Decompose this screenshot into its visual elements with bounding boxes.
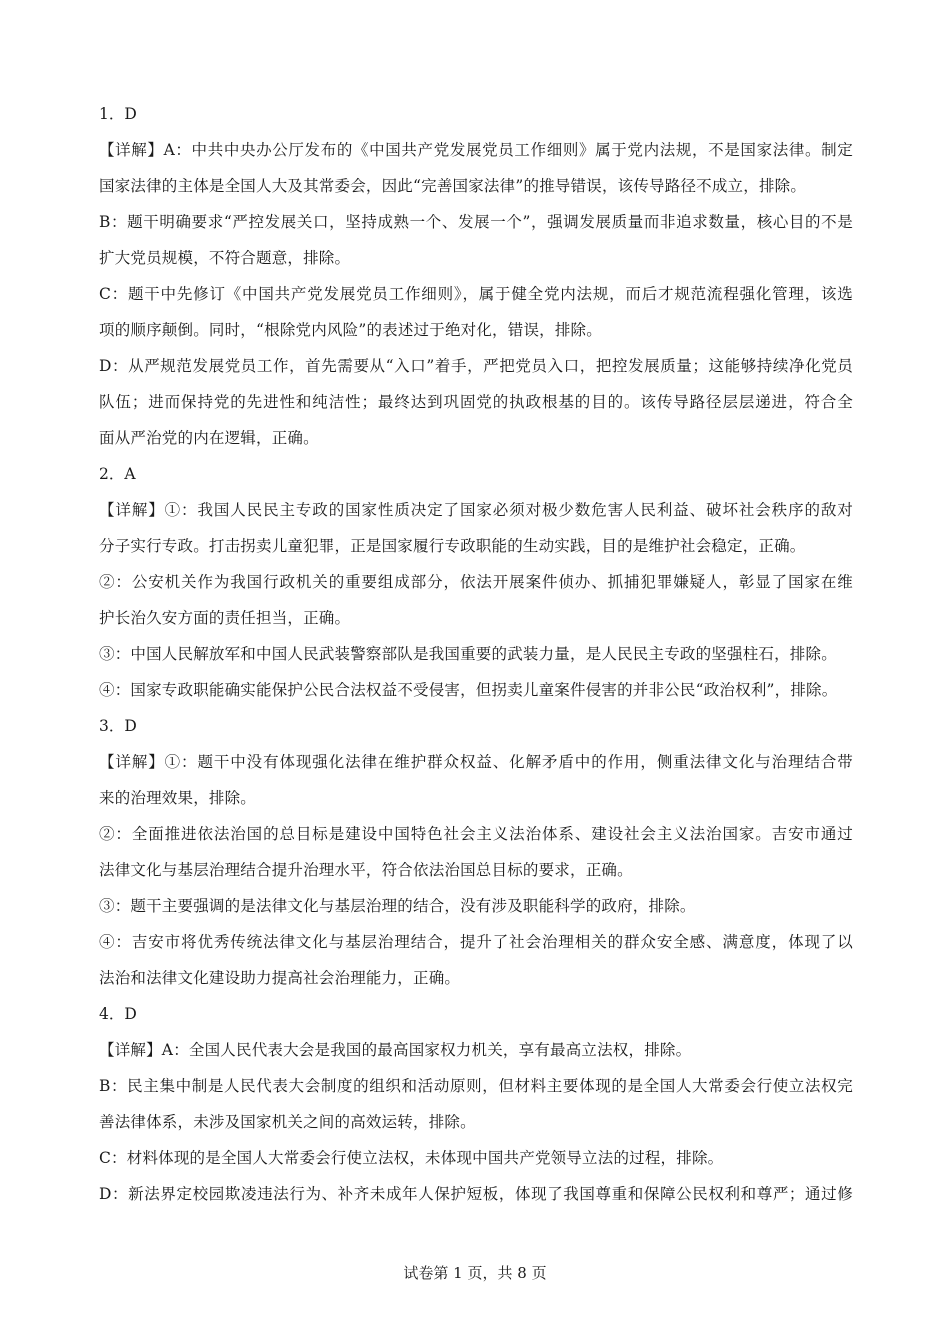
explanation-line: C：材料体现的是全国人大常委会行使立法权，未体现中国共产党领导立法的过程，排除。 <box>99 1149 724 1167</box>
explanation-line: 法律文化与基层治理结合提升治理水平，符合依法治国总目标的要求，正确。 <box>99 861 633 879</box>
explanation-line: ③：中国人民解放军和中国人民武装警察部队是我国重要的武装力量，是人民民主专政的坚强柱石，排除。 <box>99 645 837 663</box>
explanation-line: ④：吉安市将优秀传统法律文化与基层治理结合，提升了社会治理相关的群众安全感、满意度，体现了以 <box>99 933 853 951</box>
explanation-line: 【详解】A：全国人民代表大会是我国的最高国家权力机关，享有最高立法权，排除。 <box>99 1041 692 1059</box>
explanation-line: 队伍；进而保持党的先进性和纯洁性；最终达到巩固党的执政根基的目的。该传导路径层层递进，符合全 <box>99 393 853 411</box>
explanation-line: ④：国家专政职能确实能保护公民合法权益不受侵害，但拐卖儿童案件侵害的并非公民“政治权利”，排除。 <box>99 681 838 699</box>
explanation-line: 善法律体系，未涉及国家机关之间的高效运转，排除。 <box>99 1113 476 1131</box>
explanation-line: ③：题干主要强调的是法律文化与基层治理的结合，没有涉及职能科学的政府，排除。 <box>99 897 696 915</box>
explanation-line: ②：全面推进依法治国的总目标是建设中国特色社会主义法治体系、建设社会主义法治国家。吉安市通过 <box>99 825 853 843</box>
explanation-line: 分子实行专政。打击拐卖儿童犯罪，正是国家履行专政职能的生动实践，目的是维护社会稳定，正确。 <box>99 537 806 555</box>
question-number: 2．A <box>99 465 136 483</box>
explanation-line: C：题干中先修订《中国共产党发展党员工作细则》，属于健全党内法规，而后才规范流程强化管理，该选 <box>99 285 853 303</box>
question-1 <box>99 96 853 456</box>
question-number: 1．D <box>99 105 137 123</box>
explanation-line: ②：公安机关作为我国行政机关的重要组成部分，依法开展案件侦办、抓捕犯罪嫌疑人，彰显了国家在维 <box>99 573 853 591</box>
explanation-line: 【详解】A：中共中央办公厅发布的《中国共产党发展党员工作细则》属于党内法规，不是国家法律。制定 <box>99 141 853 159</box>
question-2 <box>99 456 853 708</box>
answer-page <box>99 96 853 1212</box>
explanation-line: 法治和法律文化建设助力提高社会治理能力，正确。 <box>99 969 461 987</box>
explanation-line: 【详解】①：我国人民民主专政的国家性质决定了国家必须对极少数危害人民利益、破坏社会秩序的敌对 <box>99 501 853 519</box>
explanation-line: B：题干明确要求“严控发展关口，坚持成熟一个、发展一个”，强调发展质量而非追求数量，核心目的不是 <box>99 213 853 231</box>
explanation-line: 【详解】①：题干中没有体现强化法律在维护群众权益、化解矛盾中的作用，侧重法律文化与治理结合带 <box>99 753 853 771</box>
explanation-line: D：新法界定校园欺凌违法行为、补齐未成年人保护短板，体现了我国尊重和保障公民权利和尊严；通过修 <box>99 1185 853 1203</box>
question-3 <box>99 708 853 996</box>
explanation-line: 面从严治党的内在逻辑，正确。 <box>99 429 319 447</box>
explanation-line: 扩大党员规模，不符合题意，排除。 <box>99 249 351 267</box>
explanation-line: 护长治久安方面的责任担当，正确。 <box>99 609 351 627</box>
page-footer: 试卷第 1 页，共 8 页 <box>403 1264 547 1282</box>
question-number: 4．D <box>99 1005 137 1023</box>
explanation-line: B：民主集中制是人民代表大会制度的组织和活动原则，但材料主要体现的是全国人大常委会行使立法权完 <box>99 1077 853 1095</box>
question-4 <box>99 996 853 1212</box>
question-number: 3．D <box>99 717 137 735</box>
explanation-line: D：从严规范发展党员工作，首先需要从“入口”着手，严把党员入口，把控发展质量；这能够持续净化党员 <box>99 357 853 375</box>
explanation-line: 国家法律的主体是全国人大及其常委会，因此“完善国家法律”的推导错误，该传导路径不成立，排除。 <box>99 177 807 195</box>
explanation-line: 来的治理效果，排除。 <box>99 789 257 807</box>
explanation-line: 项的顺序颠倒。同时，“根除党内风险”的表述过于绝对化，错误，排除。 <box>99 321 602 339</box>
